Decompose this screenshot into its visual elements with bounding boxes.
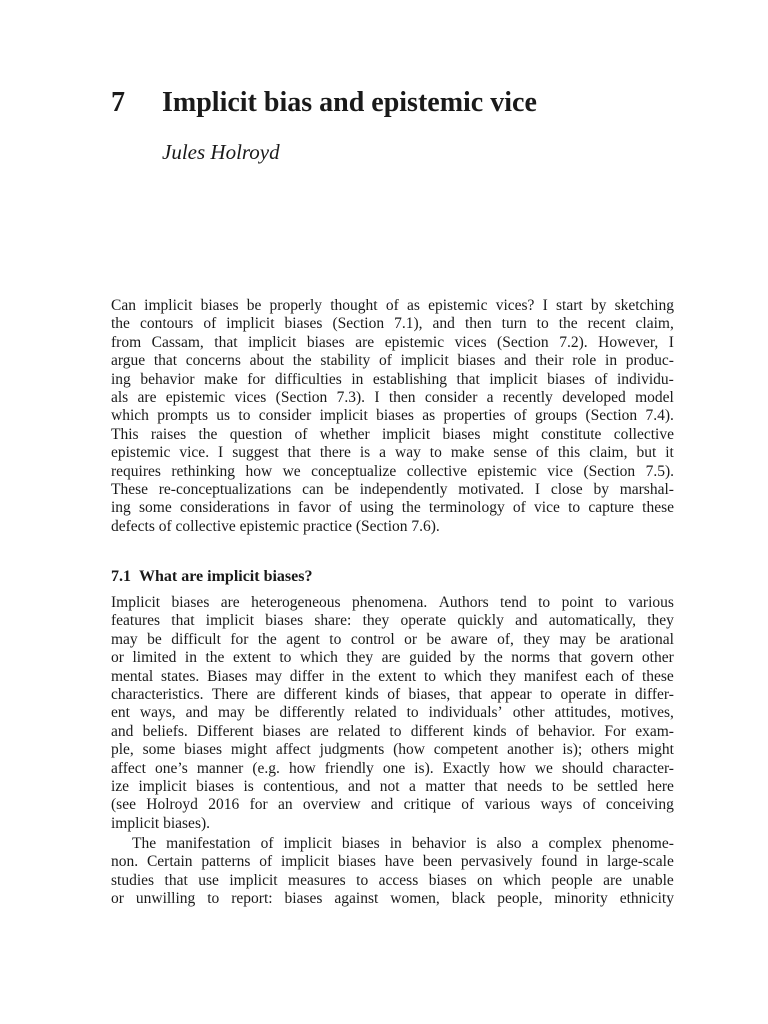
abstract-line: als are epistemic vices (Section 7.3). I then consider a recently developed model xyxy=(111,388,674,406)
chapter-title: Implicit bias and epistemic vice xyxy=(162,87,537,118)
body-line: or limited in the extent to which they are guided by the norms that govern other xyxy=(111,649,674,667)
body-line: ize implicit biases is contentious, and not a matter that needs to be settled here xyxy=(111,777,674,795)
abstract-line: Can implicit biases be properly thought of as epistemic vices? I start by sketching xyxy=(111,297,674,314)
abstract-line: ing some considerations in favor of using the terminology of vice to capture these xyxy=(111,499,674,517)
section-heading xyxy=(111,567,312,587)
body-paragraph-2 xyxy=(111,835,674,909)
body-line: ent ways, and may be differently related to individuals’ other attitudes, motives, xyxy=(111,704,674,722)
body-line: or unwilling to report: biases against women, black people, minority ethnicity xyxy=(111,890,674,908)
body-line: mental states. Biases may differ in the extent to which they manifest each of these xyxy=(111,667,674,685)
abstract-line: the contours of implicit biases (Section 7.1), and then turn to the recent claim, xyxy=(111,315,674,333)
chapter-number: 7 xyxy=(111,87,125,118)
chapter-author: Jules Holroyd xyxy=(162,140,280,164)
abstract-line: which prompts us to consider implicit biases as properties of groups (Section 7.4). xyxy=(111,407,674,425)
body-line: The manifestation of implicit biases in behavior is also a complex phenome- xyxy=(132,835,674,852)
abstract-paragraph xyxy=(111,297,674,536)
abstract-line: This raises the question of whether implicit biases might constitute collective xyxy=(111,425,674,443)
abstract-line: These re-conceptualizations can be independently motivated. I close by marshal- xyxy=(111,480,674,498)
body-line: Implicit biases are heterogeneous phenomena. Authors tend to point to various xyxy=(111,594,674,611)
abstract-line: ing behavior make for difficulties in establishing that implicit biases of individu- xyxy=(111,370,674,388)
body-paragraph-1 xyxy=(111,594,674,833)
body-line: studies that use implicit measures to access biases on which people are unable xyxy=(111,871,674,889)
body-line: features that implicit biases share: they operate quickly and automatically, they xyxy=(111,612,674,630)
abstract-line: from Cassam, that implicit biases are epistemic vices (Section 7.2). However, I xyxy=(111,333,674,351)
body-line: ple, some biases might affect judgments (how competent another is); others might xyxy=(111,741,674,759)
body-line: characteristics. There are different kinds of biases, that appear to operate in differ- xyxy=(111,685,674,703)
body-line: (see Holroyd 2016 for an overview and critique of various ways of conceiving xyxy=(111,796,674,814)
body-line: and beliefs. Different biases are related to different kinds of behavior. For exam- xyxy=(111,722,674,740)
abstract-line: argue that concerns about the stability of implicit biases and their role in produc- xyxy=(111,352,674,370)
section-number: 7.1 xyxy=(111,568,131,585)
section-title: What are implicit biases? xyxy=(139,568,313,585)
body-line: affect one’s manner (e.g. how friendly one is). Exactly how we should character- xyxy=(111,759,674,777)
abstract-line: requires rethinking how we conceptualize collective epistemic vice (Section 7.5). xyxy=(111,462,674,480)
body-line: may be difficult for the agent to control or be aware of, they may be arational xyxy=(111,630,674,648)
abstract-line: defects of collective epistemic practice (Section 7.6). xyxy=(111,517,440,535)
body-line: implicit biases). xyxy=(111,814,211,832)
body-line: non. Certain patterns of implicit biases have been pervasively found in large-scale xyxy=(111,853,674,871)
abstract-line: epistemic vice. I suggest that there is a way to make sense of this claim, but it xyxy=(111,444,674,462)
